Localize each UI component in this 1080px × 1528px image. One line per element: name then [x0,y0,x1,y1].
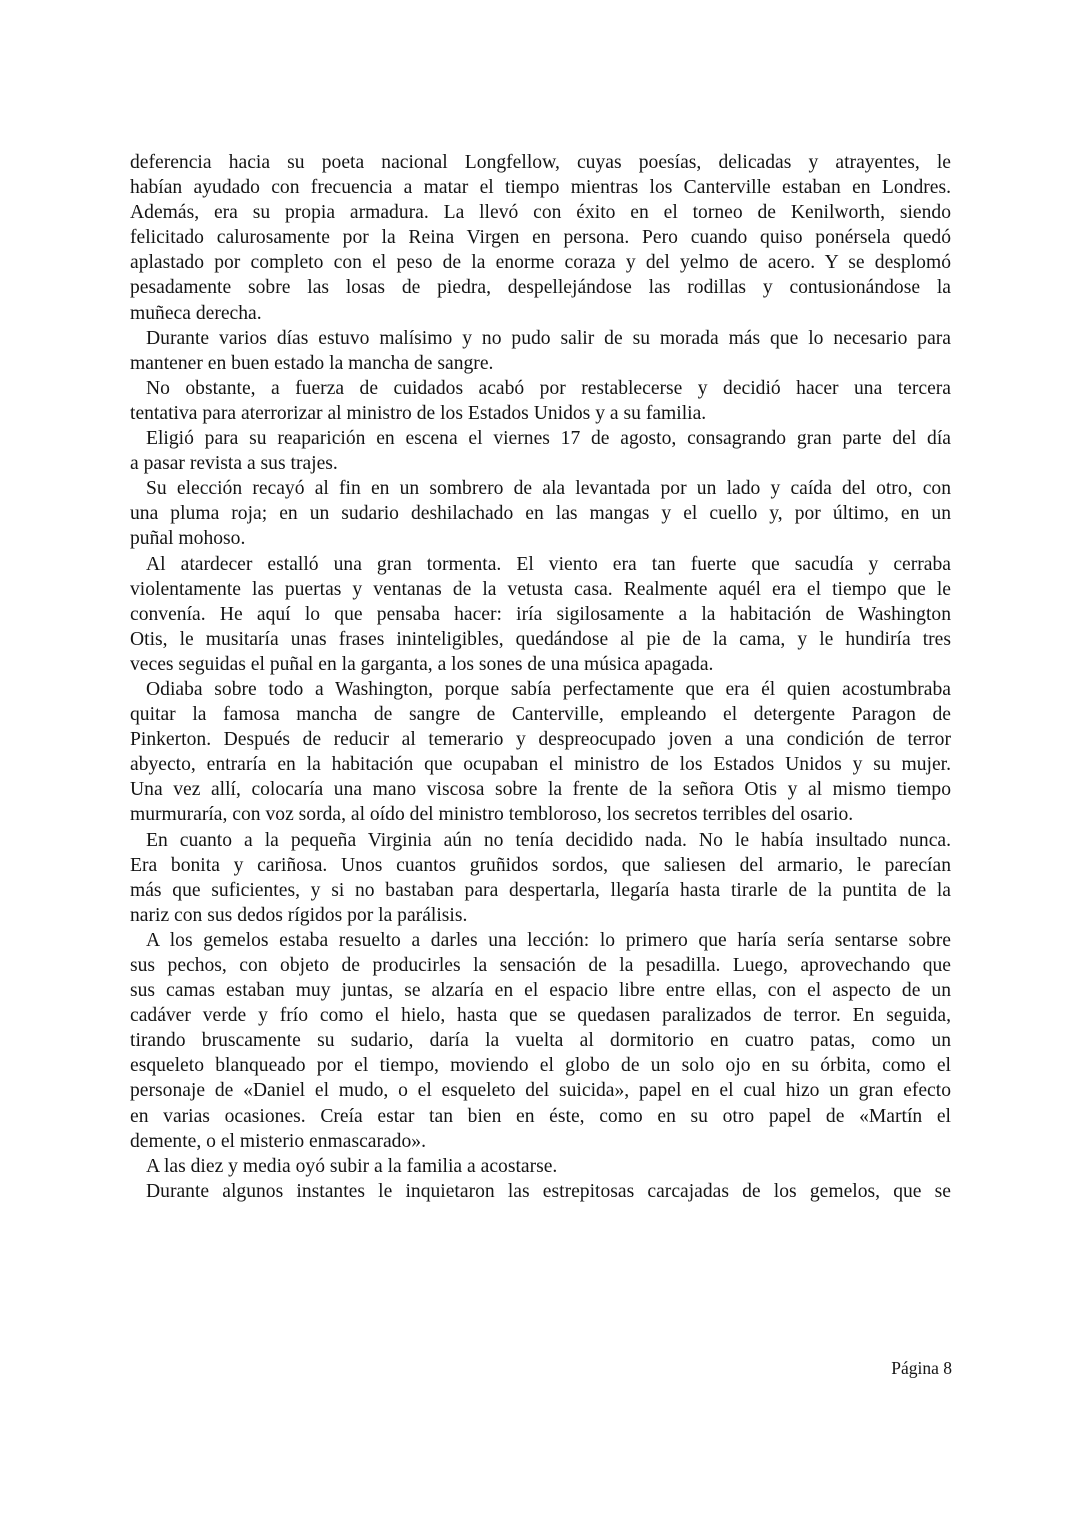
text-line: Al atardecer estalló una gran tormenta. El viento era tan fuerte que sacudía y cerraba [146,553,951,575]
text-line: No obstante, a fuerza de cuidados acabó por restablecerse y decidió hacer una tercera [146,377,951,399]
text-line: A las diez y media oyó subir a la familia a acostarse. [146,1155,558,1177]
text-line: convenía. He aquí lo que pensaba hacer: iría sigilosamente a la habitación de Washington [130,603,951,625]
text-line: en varias ocasiones. Creía estar tan bien en éste, como en su otro papel de «Martín el [130,1105,951,1127]
text-line: esqueleto blanqueado por el tiempo, moviendo el globo de un solo ojo en su órbita, como el [130,1055,951,1077]
text-line: puñal mohoso. [130,528,246,550]
paragraph [130,928,951,1154]
text-line: una pluma roja; en un sudario deshilachado en las mangas y el cuello y, por último, en un [130,503,951,525]
text-line: sus camas estaban muy juntas, se alzaría en el espacio libre entre ellas, con el aspecto de un [130,980,951,1002]
paragraph [130,552,951,677]
text-line: mantener en buen estado la mancha de sangre. [130,352,494,374]
text-line: nariz con sus dedos rígidos por la parálisis. [130,904,468,926]
text-line: habían ayudado con frecuencia a matar el tiempo mientras los Canterville estaban en Londres. [130,177,951,199]
text-line: felicitado calurosamente por la Reina Virgen en persona. Pero cuando quiso ponérsela quedó [130,227,951,249]
paragraph [130,476,951,551]
page-number: Página 8 [891,1358,952,1378]
text-line: quitar la famosa mancha de sangre de Canterville, empleando el detergente Paragon de [130,704,951,726]
text-line: violentamente las puertas y ventanas de la vetusta casa. Realmente aquél era el tiempo que le [130,578,951,600]
text-line: demente, o el misterio enmascarado». [130,1130,426,1152]
text-line: a pasar revista a sus trajes. [130,453,338,475]
document-page [130,150,951,1204]
text-line: pesadamente sobre las losas de piedra, despellejándose las rodillas y contusionándose la [130,277,951,299]
paragraph [130,828,951,928]
text-line: Eligió para su reaparición en escena el viernes 17 de agosto, consagrando gran parte del día [146,428,951,450]
text-line: aplastado por completo con el peso de la enorme coraza y del yelmo de acero. Y se desplomó [130,252,951,274]
text-line: Pinkerton. Después de reducir al temerario y despreocupado joven a una condición de terror [130,729,951,751]
text-line: A los gemelos estaba resuelto a darles una lección: lo primero que haría sería sentarse sobre [146,929,951,951]
text-line: En cuanto a la pequeña Virginia aún no tenía decidido nada. No le había insultado nunca. [146,829,951,851]
paragraph [130,326,951,376]
text-line: abyecto, entraría en la habitación que ocupaban el ministro de los Estados Unidos y su mujer. [130,754,951,776]
paragraph [130,677,951,828]
text-line: Su elección recayó al fin en un sombrero de ala levantada por un lado y caída del otro, con [146,478,951,500]
text-line: Una vez allí, colocaría una mano viscosa sobre la frente de la señora Otis y al mismo tiempo [130,779,951,801]
text-line: Otis, le musitaría unas frases ininteligibles, quedándose al pie de la cama, y le hundiría tres [130,628,951,650]
paragraph [130,150,951,326]
text-line: Durante algunos instantes le inquietaron las estrepitosas carcajadas de los gemelos, que se [146,1180,951,1202]
paragraph [130,1154,951,1179]
paragraph [130,1179,951,1204]
text-line: deferencia hacia su poeta nacional Longfellow, cuyas poesías, delicadas y atrayentes, le [130,152,951,173]
text-line: Además, era su propia armadura. La llevó con éxito en el torneo de Kenilworth, siendo [130,202,951,224]
text-line: Era bonita y cariñosa. Unos cuantos gruñidos sordos, que saliesen del armario, le parecían [130,854,951,876]
text-line: murmuraría, con voz sorda, al oído del ministro tembloroso, los secretos terribles del osario. [130,804,854,826]
text-line: más que suficientes, y si no bastaban para despertarla, llegaría hasta tirarle de la puntita de la [130,879,951,901]
paragraph [130,426,951,476]
text-line: Odiaba sobre todo a Washington, porque sabía perfectamente que era él quien acostumbraba [146,678,951,700]
text-line: cadáver verde y frío como el hielo, hasta que se quedasen paralizados de terror. En seguida, [130,1005,951,1027]
text-line: Durante varios días estuvo malísimo y no pudo salir de su morada más que lo necesario para [146,327,951,349]
text-line: tentativa para aterrorizar al ministro de los Estados Unidos y a su familia. [130,402,707,424]
text-line: tirando bruscamente su sudario, daría la vuelta al dormitorio en cuatro patas, como un [130,1030,951,1052]
text-line: veces seguidas el puñal en la garganta, a los sones de una música apagada. [130,653,714,675]
text-line: sus pechos, con objeto de producirles la sensación de la pesadilla. Luego, aprovechando que [130,955,951,976]
text-line: personaje de «Daniel el mudo, o el esqueleto del suicida», papel en el cual hizo un gran efecto [130,1080,951,1102]
text-line: muñeca derecha. [130,302,262,324]
paragraph [130,376,951,426]
